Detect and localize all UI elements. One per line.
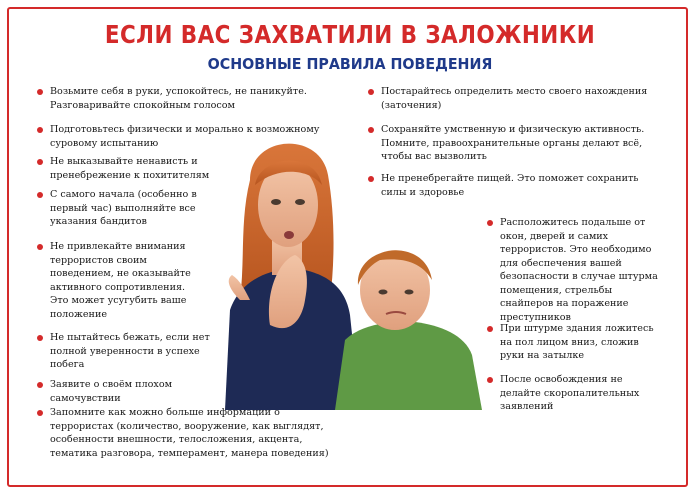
- bullet-icon: [37, 410, 43, 416]
- rule-item: [381, 172, 651, 199]
- rule-item: [50, 406, 340, 460]
- woman-figure: [225, 144, 360, 410]
- bullet-icon: [37, 335, 43, 341]
- bullet-icon: [37, 192, 43, 198]
- rule-item: [50, 378, 200, 405]
- bullet-icon: [368, 127, 374, 133]
- rule-text: Не привлекайте внимания террористов своим поведением, не оказывайте активного сопротивления. Это может усугубить ваше положение: [50, 241, 191, 320]
- rule-text: Расположитесь подальше от окон, дверей и самих террористов. Это необходимо для обеспечения вашей безопасности в случае штурма помещения, стрельбы снайперов на поражение преступников: [500, 217, 658, 323]
- rule-item: [500, 216, 665, 324]
- rule-item: [381, 123, 663, 164]
- rule-text: Возьмите себя в руки, успокойтесь, не паникуйте. Разговаривайте спокойным голосом: [50, 86, 307, 111]
- poster-title: ЕСЛИ ВАС ЗАХВАТИЛИ В ЗАЛОЖНИКИ: [104, 20, 596, 49]
- rule-item: [381, 85, 661, 112]
- rule-item: [50, 240, 205, 321]
- rule-item: [50, 155, 220, 182]
- rule-text: Постарайтесь определить место своего нахождения (заточения): [381, 86, 648, 111]
- rule-item: [50, 188, 200, 229]
- bullet-icon: [487, 220, 493, 226]
- rule-text: Подготовьтесь физически и морально к возможному суровому испытанию: [50, 124, 320, 149]
- rule-text: Не пренебрегайте пищей. Это поможет сохранить силы и здоровье: [381, 173, 639, 198]
- rule-text: После освобождения не делайте скоропалительных заявлений: [500, 374, 640, 412]
- rule-text: При штурме здания ложитесь на пол лицом вниз, сложив руки на затылке: [500, 323, 654, 361]
- rule-text: С самого начала (особенно в первый час) выполняйте все указания бандитов: [50, 189, 197, 227]
- rule-text: Не выказывайте ненависть и пренебрежение к похитителям: [50, 156, 210, 181]
- bullet-icon: [37, 89, 43, 95]
- bullet-icon: [368, 176, 374, 182]
- boy-figure: [335, 250, 482, 410]
- bullet-icon: [368, 89, 374, 95]
- rule-item: [50, 85, 328, 112]
- rule-text: Запомните как можно больше информации о террористах (количество, вооружение, как выглядят, особенности внешности, телосложения, акцента, тематика разговора, темперамент, манера поведения): [50, 407, 329, 459]
- rule-text: Сохраняйте умственную и физическую активность. Помните, правоохранительные органы делают всё, чтобы вас вызволить: [381, 124, 645, 162]
- poster-subtitle: ОСНОВНЫЕ ПРАВИЛА ПОВЕДЕНИЯ: [207, 55, 493, 73]
- rule-item: [500, 322, 665, 363]
- rule-item: [500, 373, 665, 414]
- bullet-icon: [37, 159, 43, 165]
- bullet-icon: [37, 127, 43, 133]
- bullet-icon: [37, 244, 43, 250]
- rule-item: [50, 331, 220, 372]
- rule-text: Не пытайтесь бежать, если нет полной уверенности в успехе побега: [50, 332, 210, 370]
- bullet-icon: [37, 382, 43, 388]
- bullet-icon: [487, 326, 493, 332]
- bullet-icon: [487, 377, 493, 383]
- rule-item: [50, 123, 328, 150]
- rule-text: Заявите о своём плохом самочувствии: [50, 379, 173, 404]
